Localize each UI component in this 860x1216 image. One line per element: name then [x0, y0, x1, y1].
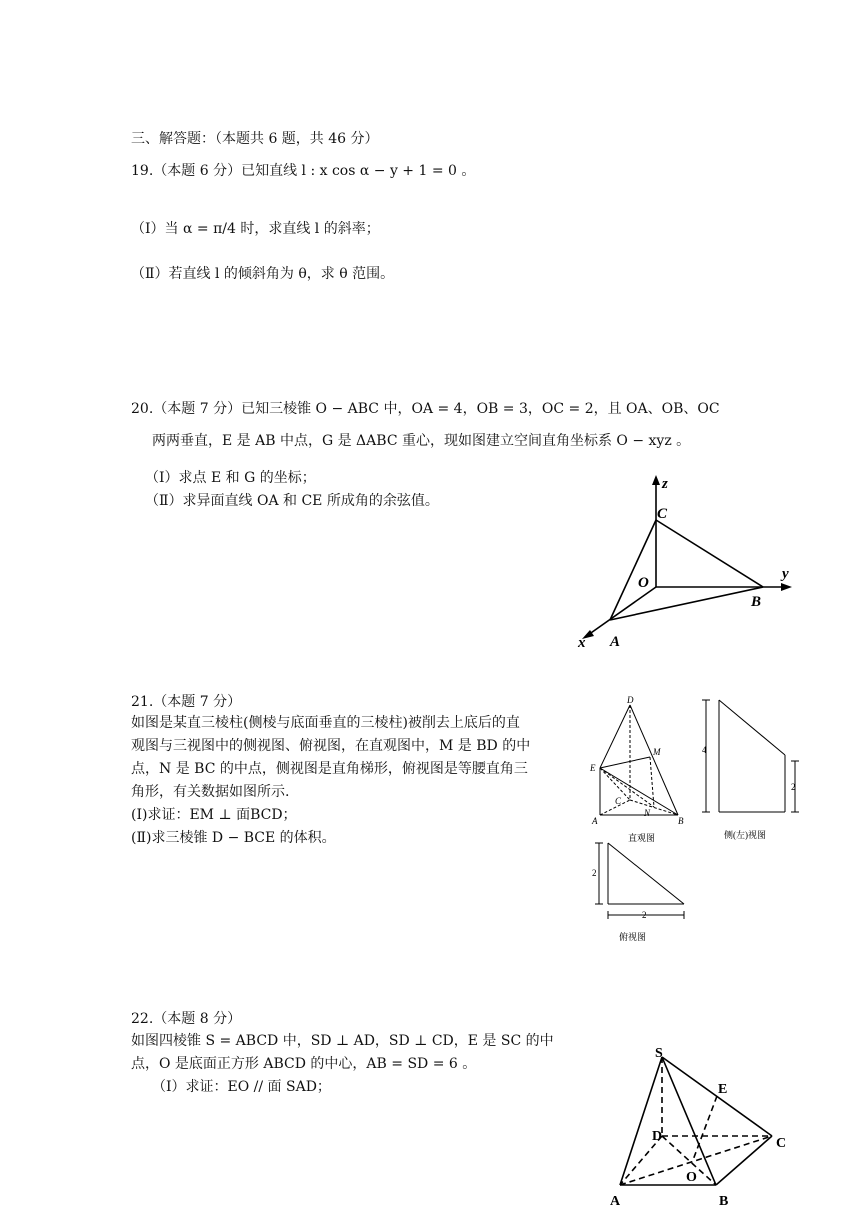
- q21-top-view: [585, 838, 695, 948]
- q21-direct-view: [588, 695, 693, 845]
- q20-part2: （Ⅱ）求异面直线 OA 和 CE 所成角的余弦值。: [145, 493, 439, 509]
- q20-line2: 两两垂直，E 是 AB 中点，G 是 ΔABC 重心，现如图建立空间直角坐标系 O − xyz 。: [152, 433, 691, 449]
- q21-line3: 点，N 是 BC 的中点，侧视图是直角梯形，俯视图是等腰直角三: [131, 761, 528, 777]
- label-D: D: [652, 1129, 663, 1144]
- edge-CA: [610, 520, 656, 620]
- caption-top: 俯视图: [619, 932, 647, 942]
- q20-line1: 20.（本题 7 分）已知三棱锥 O − ABC 中，OA = 4，OB = 3，OC = 2，且 OA、OB、OC: [131, 401, 720, 417]
- label-E: E: [590, 763, 596, 773]
- label-C: C: [776, 1136, 787, 1151]
- label-B: B: [678, 816, 684, 826]
- edge-CB: [656, 520, 763, 587]
- label-M: M: [653, 747, 661, 757]
- label-B: B: [751, 594, 762, 610]
- q22-line1: 如图四棱锥 S = ABCD 中，SD ⊥ AD，SD ⊥ CD，E 是 SC 的中: [131, 1033, 554, 1049]
- q21-line4: 角形，有关数据如图所示.: [131, 784, 290, 800]
- label-D: D: [627, 695, 634, 705]
- label-C: C: [657, 506, 668, 522]
- q21-side-view: [697, 695, 807, 845]
- q22-part1: （Ⅰ）求证：EO // 面 SAD；: [152, 1079, 331, 1095]
- q22-head: 22.（本题 8 分）: [131, 1011, 242, 1027]
- label-O: O: [686, 1170, 697, 1185]
- caption-side: 侧(左)视图: [724, 830, 766, 840]
- label-E: E: [718, 1082, 728, 1097]
- q21-part2: (Ⅱ)求三棱锥 D − BCE 的体积。: [131, 830, 336, 846]
- label-A: A: [592, 816, 598, 826]
- label-z: z: [662, 476, 668, 492]
- label-y: y: [782, 566, 789, 582]
- q19-part2: （Ⅱ）若直线 l 的倾斜角为 θ，求 θ 范围。: [131, 266, 395, 282]
- q22-line2: 点，O 是底面正方形 ABCD 的中心，AB = SD = 6 。: [131, 1056, 477, 1072]
- section-title: 三、解答题：（本题共 6 题，共 46 分）: [131, 131, 379, 147]
- q21-line1: 如图是某直三棱柱(侧棱与底面垂直的三棱柱)被削去上底后的直: [131, 715, 520, 731]
- label-O: O: [638, 575, 649, 591]
- label-x: x: [578, 635, 586, 651]
- dim-2-top-v: 2: [592, 868, 597, 878]
- label-S: S: [655, 1046, 663, 1061]
- q19-stem: 19.（本题 6 分）已知直线 l : x cos α − y + 1 = 0 。: [131, 163, 476, 179]
- label-N: N: [644, 808, 651, 818]
- q20-figure: [570, 470, 810, 655]
- q21-head: 21.（本题 7 分）: [131, 694, 242, 710]
- q21-line2: 观图与三视图中的侧视图、俯视图，在直观图中，M 是 BD 的中: [131, 738, 531, 754]
- dim-2-side: 2: [791, 782, 796, 792]
- q22-figure: [600, 1045, 800, 1215]
- label-B: B: [719, 1194, 729, 1209]
- dim-2-top-h: 2: [642, 910, 647, 920]
- caption-direct: 直观图: [628, 833, 656, 843]
- q19-part1: （Ⅰ）当 α = π/4 时，求直线 l 的斜率；: [131, 221, 380, 237]
- label-C: C: [615, 796, 622, 806]
- label-A: A: [610, 634, 621, 650]
- dim-4: 4: [702, 745, 707, 755]
- label-A: A: [610, 1194, 621, 1209]
- q21-part1: (Ⅰ)求证：EM ⊥ 面BCD；: [131, 807, 297, 823]
- q20-part1: （Ⅰ）求点 E 和 G 的坐标；: [145, 470, 316, 486]
